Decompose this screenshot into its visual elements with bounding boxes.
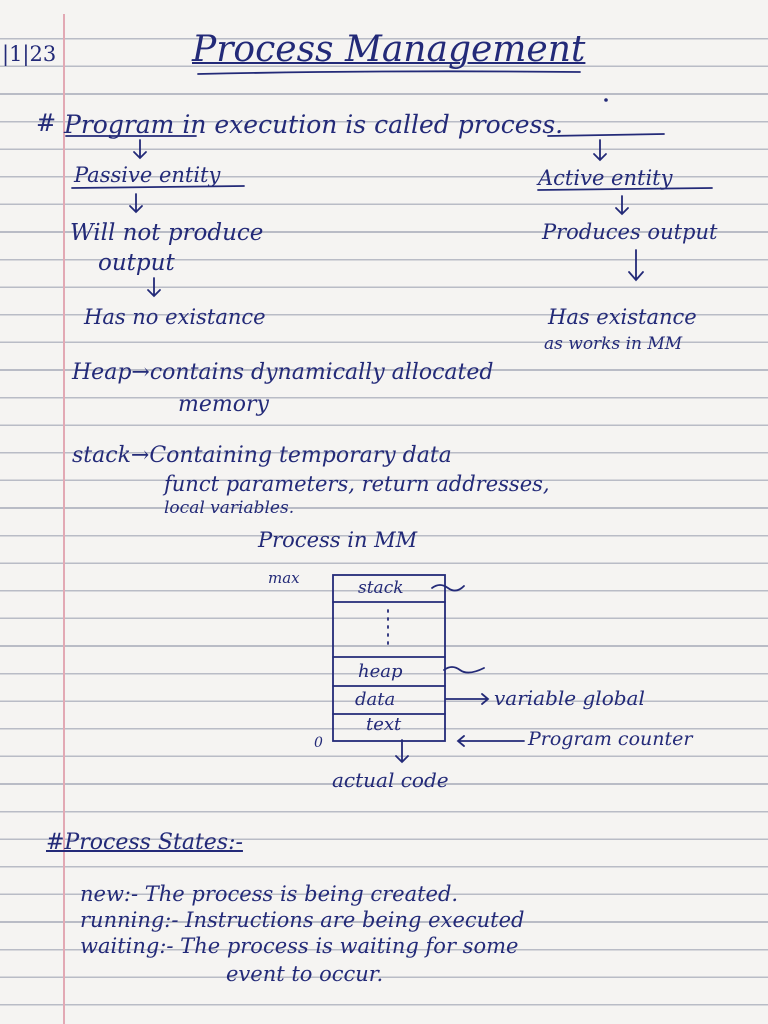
stack-line-1: stack→Containing temporary data xyxy=(72,443,452,468)
data-note: variable global xyxy=(494,686,645,710)
diagram-caption: Process in MM xyxy=(258,528,418,552)
state-line-3: waiting:- The process is waiting for some xyxy=(80,934,519,958)
definition-hash: # xyxy=(36,109,57,137)
text-note: Program counter xyxy=(528,728,693,750)
process-line-3: Has existance xyxy=(548,305,697,329)
definition-sentence: Program in execution is called process. xyxy=(64,110,564,139)
program-line-1: Passive entity xyxy=(74,163,221,187)
bottom-note: actual code xyxy=(332,768,449,792)
heap-line-2: memory xyxy=(178,392,269,417)
segment-data-label: data xyxy=(355,689,396,710)
segment-stack-label: stack xyxy=(358,578,404,598)
stack-line-3: local variables. xyxy=(164,498,295,518)
stack-line-2: funct parameters, return addresses, xyxy=(164,472,550,496)
process-line-1: Active entity xyxy=(538,166,673,190)
states-heading: #Process States:- xyxy=(46,830,243,855)
segment-text-label: text xyxy=(366,714,402,735)
heap-line-1: Heap→contains dynamically allocated xyxy=(72,360,494,385)
state-line-4: event to occur. xyxy=(226,962,384,986)
page-title: Process Management xyxy=(192,29,586,70)
program-line-2: Will not produce xyxy=(70,220,264,246)
process-line-4: as works in MM xyxy=(544,334,683,354)
process-line-2: Produces output xyxy=(542,220,718,244)
program-line-4: Has no existance xyxy=(84,305,266,329)
date: |1|23 xyxy=(2,42,57,66)
diagram-zero-label: 0 xyxy=(314,735,323,751)
state-line-1: new:- The process is being created. xyxy=(80,882,459,906)
diagram-max-label: max xyxy=(268,569,300,587)
program-line-3: output xyxy=(98,250,175,276)
segment-heap-label: heap xyxy=(358,661,403,682)
state-line-2: running:- Instructions are being executed xyxy=(80,908,525,932)
